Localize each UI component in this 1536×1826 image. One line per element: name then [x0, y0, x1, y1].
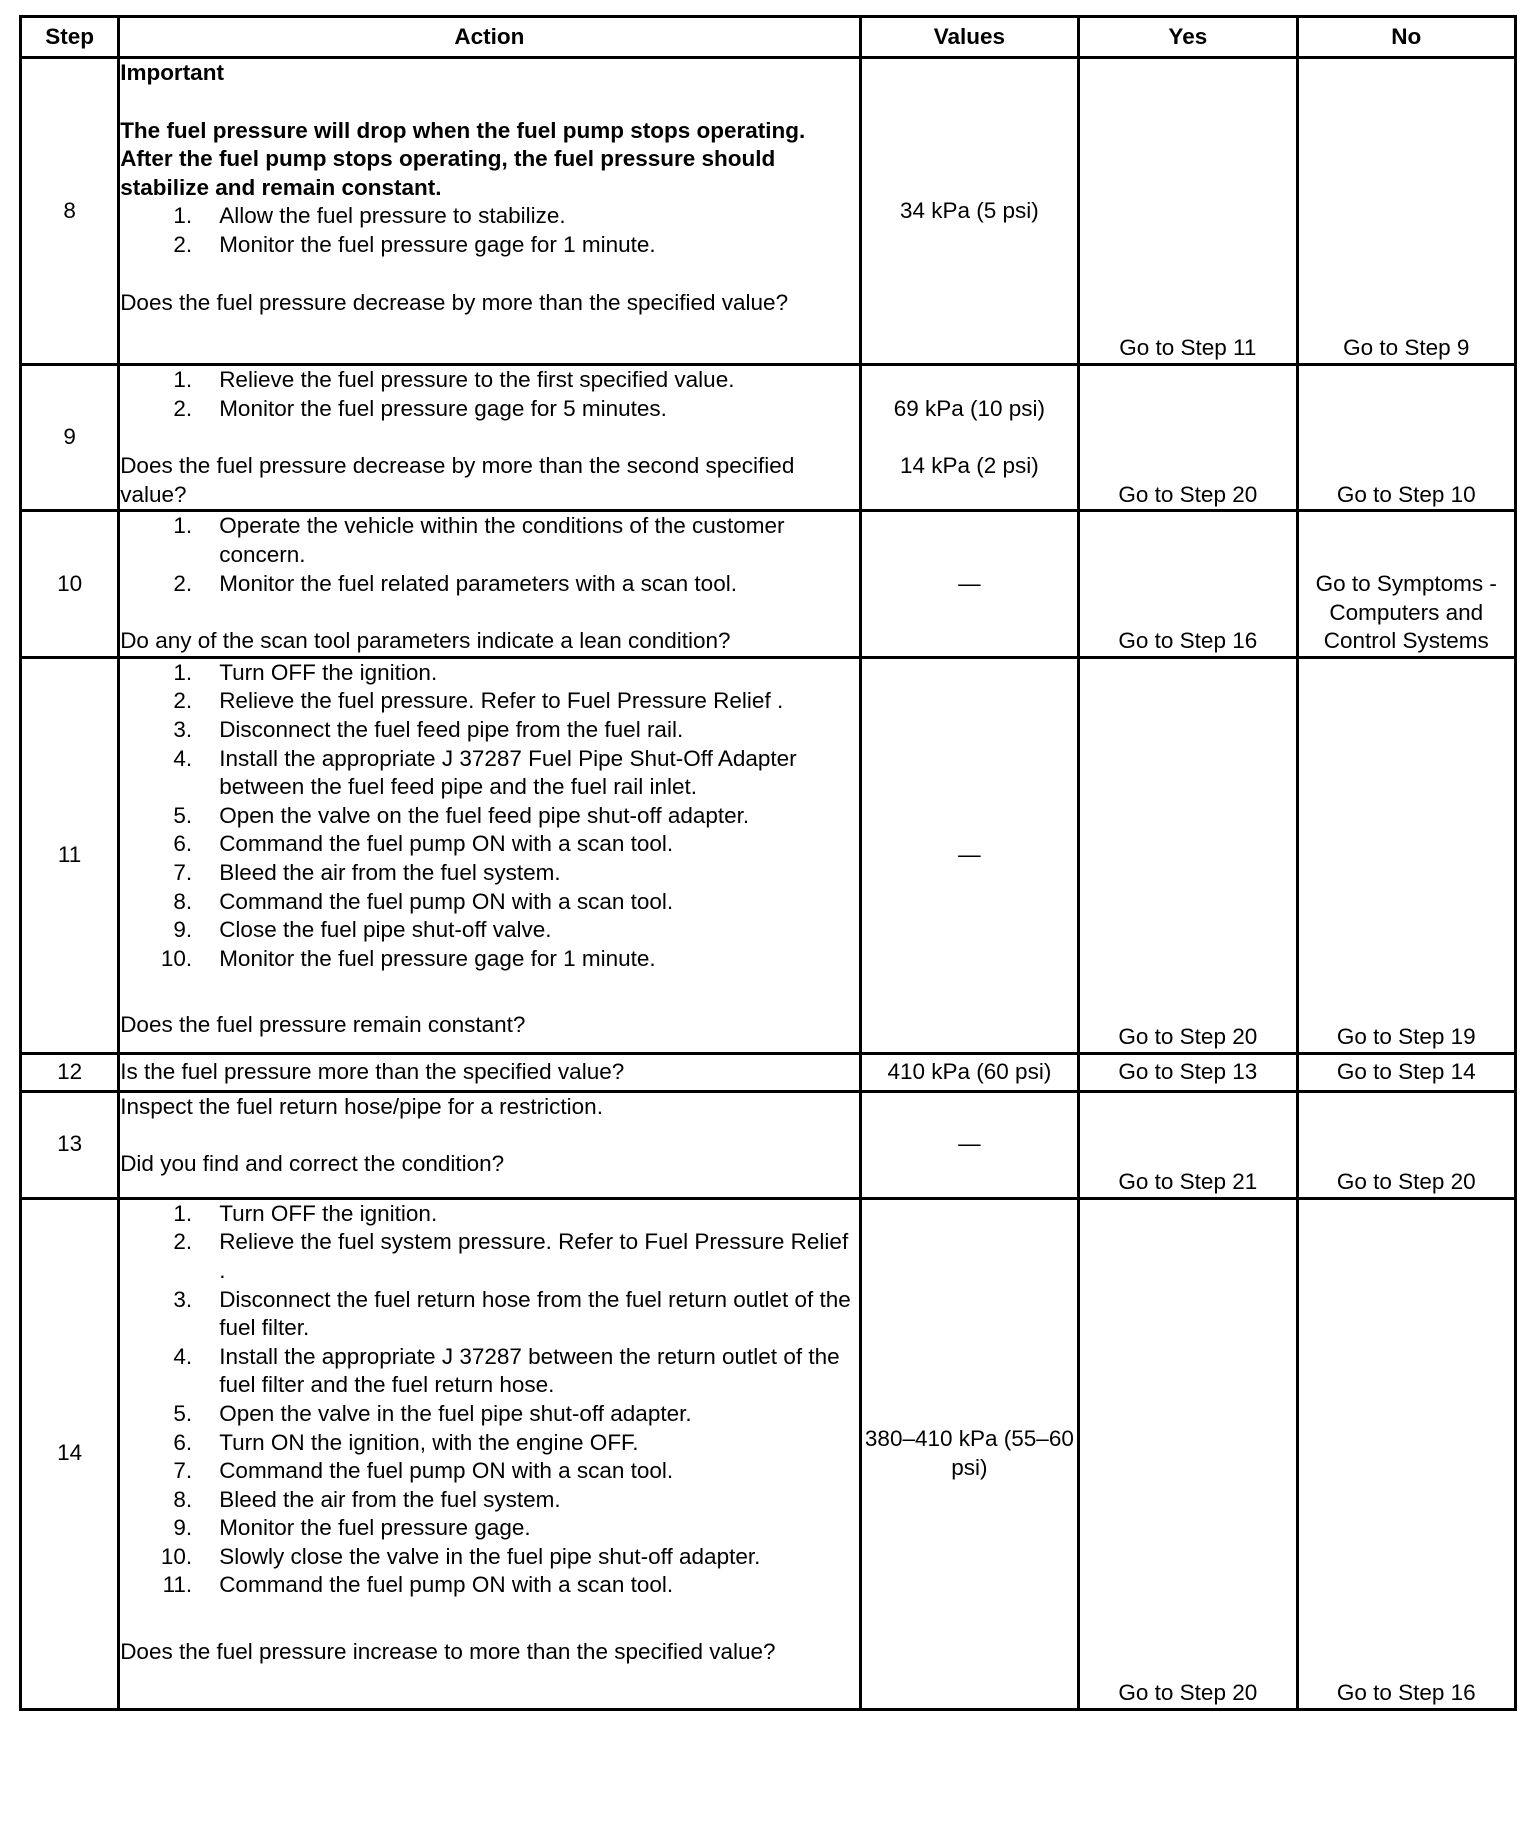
- list-item: 5. Open the valve on the fuel feed pipe shut-off adapter.: [173, 802, 750, 828]
- no-result: Go to Step 9: [1297, 58, 1515, 365]
- action-steps-list: [120, 366, 858, 423]
- table-row-step-12: [21, 1053, 1516, 1091]
- header-no: No: [1297, 17, 1515, 58]
- list-item: 1. Relieve the fuel pressure to the first specified value.: [173, 367, 735, 392]
- yes-result: Go to Step 20: [1079, 1198, 1297, 1709]
- header-values: Values: [860, 17, 1078, 58]
- yes-result: Go to Step 13: [1079, 1053, 1297, 1091]
- step-number: 10: [21, 511, 119, 657]
- no-result: Go to Step 16: [1297, 1198, 1515, 1709]
- step-number: 12: [21, 1053, 119, 1091]
- list-item: 2. Monitor the fuel related parameters with a scan tool.: [173, 570, 737, 596]
- list-item: 11. Command the fuel pump ON with a scan tool.: [162, 1572, 674, 1598]
- no-result: Go to Step 10: [1297, 365, 1515, 511]
- action-steps-list: [120, 1200, 858, 1600]
- step-number: 11: [21, 657, 119, 1053]
- second-specified-value: 14 kPa (2 psi): [899, 453, 1039, 479]
- action-question: Do any of the scan tool parameters indicate a lean condition?: [120, 628, 731, 654]
- table-row-step-13: [21, 1091, 1516, 1198]
- list-item: 2. Monitor the fuel pressure gage for 5 minutes.: [173, 395, 667, 421]
- important-label: Important: [120, 60, 224, 85]
- list-item: 4. Install the appropriate J 37287 Fuel Pipe Shut-Off Adapter between the fuel feed pipe and the fuel rail inlet.: [173, 745, 797, 800]
- yes-result: Go to Step 16: [1079, 511, 1297, 657]
- no-result: Go to Step 14: [1297, 1053, 1515, 1091]
- action-cell: [119, 657, 860, 1053]
- list-item: 7. Bleed the air from the fuel system.: [173, 859, 561, 885]
- list-item: 8. Bleed the air from the fuel system.: [173, 1486, 561, 1512]
- no-result: Go to Step 20: [1297, 1091, 1515, 1198]
- action-cell: [119, 58, 860, 365]
- list-item: 2. Relieve the fuel system pressure. Refer to Fuel Pressure Relief .: [173, 1229, 849, 1283]
- value-cell: 410 kPa (60 psi): [860, 1053, 1078, 1091]
- action-steps-list: [120, 659, 858, 974]
- no-result: Go to Symptoms - Computers and Control Systems: [1297, 511, 1515, 657]
- action-cell: [119, 1198, 860, 1709]
- list-item: 9. Monitor the fuel pressure gage.: [173, 1515, 531, 1541]
- list-item: 1. Turn OFF the ignition.: [173, 1200, 438, 1226]
- table-row-step-14: [21, 1198, 1516, 1709]
- list-item: 3. Disconnect the fuel return hose from the fuel return outlet of the fuel filter.: [173, 1286, 851, 1341]
- action-cell: [119, 511, 860, 657]
- value-cell: [860, 365, 1078, 511]
- action-cell: [119, 1091, 860, 1198]
- step-number: 13: [21, 1091, 119, 1198]
- value-cell: —: [860, 511, 1078, 657]
- list-item: 10. Monitor the fuel pressure gage for 1 minute.: [160, 945, 656, 971]
- list-item: 6. Command the fuel pump ON with a scan tool.: [173, 831, 674, 857]
- list-item: 9. Close the fuel pipe shut-off valve.: [173, 917, 552, 943]
- step-number: 14: [21, 1198, 119, 1709]
- diagnostic-table: [19, 15, 1517, 1711]
- table-row-step-9: [21, 365, 1516, 511]
- table-row-step-8: [21, 58, 1516, 365]
- list-item: 2. Relieve the fuel pressure. Refer to Fuel Pressure Relief .: [173, 688, 784, 714]
- yes-result: Go to Step 20: [1079, 365, 1297, 511]
- action-question: Does the fuel pressure remain constant?: [120, 1012, 526, 1038]
- list-item: 6. Turn ON the ignition, with the engine OFF.: [173, 1429, 639, 1455]
- action-question: Does the fuel pressure decrease by more than the specified value?: [120, 289, 789, 315]
- action-question: Is the fuel pressure more than the specified value?: [119, 1053, 860, 1091]
- table-row-step-10: [21, 511, 1516, 657]
- value-cell: 34 kPa (5 psi): [860, 58, 1078, 365]
- value-cell: —: [860, 1091, 1078, 1198]
- step-number: 9: [21, 365, 119, 511]
- list-item: 7. Command the fuel pump ON with a scan tool.: [173, 1458, 674, 1484]
- list-item: 8. Command the fuel pump ON with a scan tool.: [173, 888, 674, 914]
- diagnostic-table-sheet: [19, 15, 1517, 1711]
- action-cell: [119, 365, 860, 511]
- list-item: 1. Operate the vehicle within the conditions of the customer concern.: [173, 513, 785, 567]
- yes-result: Go to Step 11: [1079, 58, 1297, 365]
- header-yes: Yes: [1079, 17, 1297, 58]
- list-item: 3. Disconnect the fuel feed pipe from the fuel rail.: [173, 716, 684, 742]
- step-number: 8: [21, 58, 119, 365]
- yes-result: Go to Step 20: [1079, 657, 1297, 1053]
- header-step: Step: [21, 17, 119, 58]
- yes-result: Go to Step 21: [1079, 1091, 1297, 1198]
- list-item: 1. Allow the fuel pressure to stabilize.: [173, 203, 566, 229]
- header-row: [21, 17, 1516, 58]
- header-action: Action: [119, 17, 860, 58]
- action-instruction: Inspect the fuel return hose/pipe for a restriction.: [120, 1093, 603, 1119]
- value-cell: —: [860, 657, 1078, 1053]
- action-steps-list: [120, 202, 858, 259]
- list-item: 10. Slowly close the valve in the fuel pipe shut-off adapter.: [160, 1543, 761, 1569]
- list-item: 1. Turn OFF the ignition.: [173, 659, 438, 685]
- table-row-step-11: [21, 657, 1516, 1053]
- action-question: Does the fuel pressure increase to more than the specified value?: [120, 1639, 776, 1665]
- value-cell: 380–410 kPa (55–60 psi): [860, 1198, 1078, 1709]
- first-specified-value: 69 kPa (10 psi): [893, 395, 1046, 421]
- important-note: The fuel pressure will drop when the fuel pump stops operating. After the fuel pump stops operating, the fuel pressure should stabilize and remain constant.: [120, 117, 806, 200]
- list-item: 5. Open the valve in the fuel pipe shut-off adapter.: [173, 1400, 692, 1426]
- action-question: Does the fuel pressure decrease by more than the second specified value?: [120, 453, 795, 507]
- list-item: 2. Monitor the fuel pressure gage for 1 minute.: [173, 231, 656, 257]
- action-question: Did you find and correct the condition?: [120, 1151, 505, 1177]
- list-item: 4. Install the appropriate J 37287 between the return outlet of the fuel filter and the fuel return hose.: [173, 1343, 840, 1398]
- action-steps-list: [120, 512, 858, 598]
- no-result: Go to Step 19: [1297, 657, 1515, 1053]
